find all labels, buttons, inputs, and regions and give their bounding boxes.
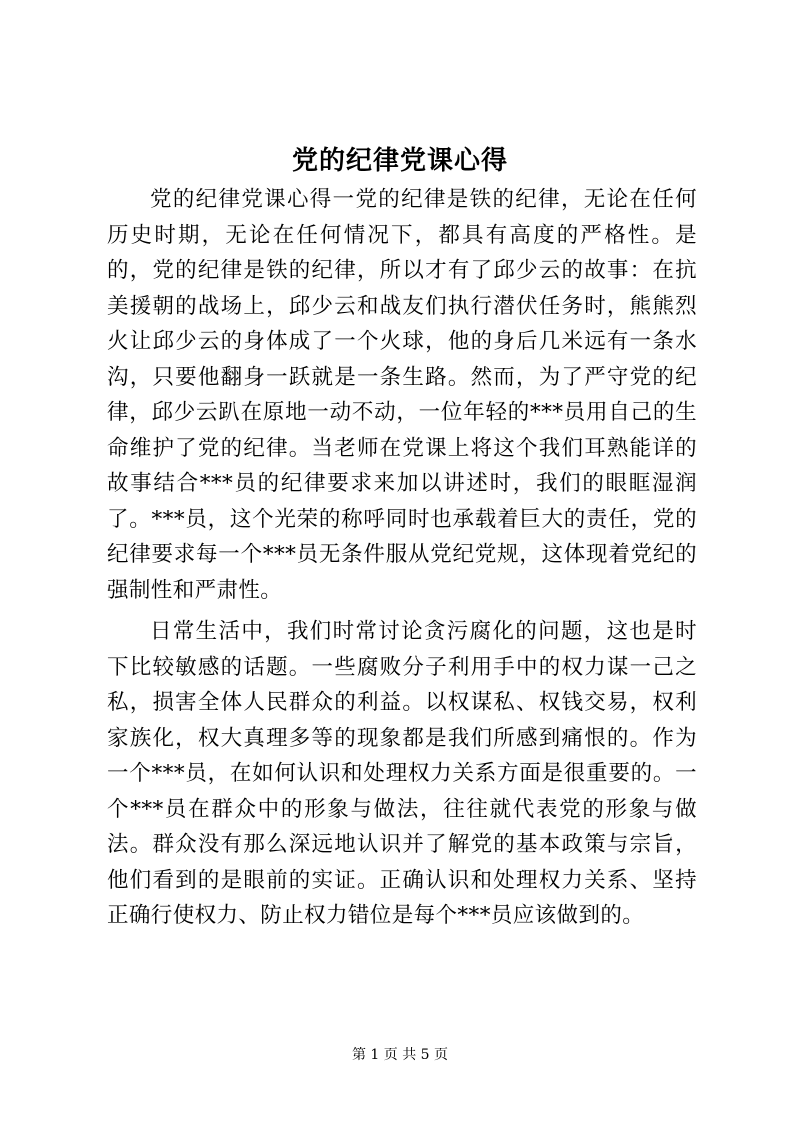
document-title: 党的纪律党课心得 <box>291 146 508 176</box>
paragraph-2: 日常生活中，我们时常讨论贪污腐化的问题，这也是时下比较敏感的话题。一些腐败分子利用手中的权力谋一己之私，损害全体人民群众的利益。以权谋私、权钱交易，权利家族化，权大真理多等的现象都是我们所感到痛恨的。作为一个***员，在如何认识和处理权力关系方面是很重要的。一个***员在群众中的形象与做法，往往就代表党的形象与做法。群众没有那么深远地认识并了解党的基本政策与宗旨，他们看到的是眼前的实证。正确认识和处理权力关系、坚持正确行使权力、防止权力错位是每个***员应该做到的。 <box>107 619 697 928</box>
document-body <box>107 182 697 940</box>
paragraph-1: 党的纪律党课心得一党的纪律是铁的纪律，无论在任何历史时期，无论在任何情况下，都具有高度的严格性。是的，党的纪律是铁的纪律，所以才有了邱少云的故事：在抗美援朝的战场上，邱少云和战友们执行潜伏任务时，熊熊烈火让邱少云的身体成了一个火球，他的身后几米远有一条水沟，只要他翻身一跃就是一条生路。然而，为了严守党的纪律，邱少云趴在原地一动不动，一位年轻的***员用自己的生命维护了党的纪律。当老师在党课上将这个我们耳熟能详的故事结合***员的纪律要求来加以讲述时，我们的眼眶湿润了。***员，这个光荣的称呼同时也承载着巨大的责任，党的纪律要求每一个***员无条件服从党纪党规，这体现着党纪的强制性和严肃性。 <box>107 187 697 603</box>
page-number-footer: 第 1 页 共 5 页 <box>351 1047 449 1063</box>
